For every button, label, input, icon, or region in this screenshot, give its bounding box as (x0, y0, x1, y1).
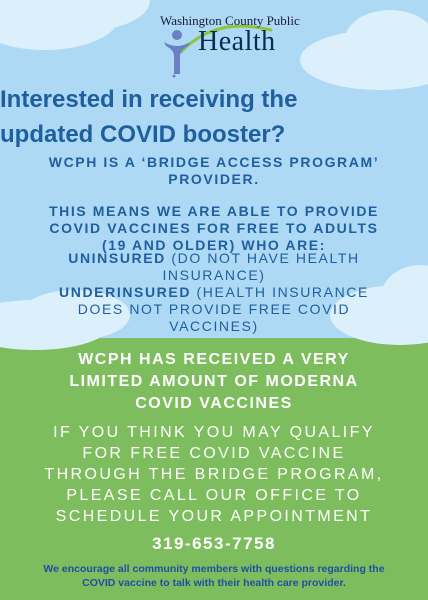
underinsured-description: VACCINES) (169, 318, 259, 334)
footer-line: We encourage all community members with questions regarding the (43, 563, 385, 575)
underinsured-criterion (24, 284, 404, 335)
callout-line: IF YOU THINK YOU MAY QUALIFY (53, 424, 375, 441)
underinsured-term: UNDERINSURED (59, 284, 192, 300)
footer-line: COVID vaccine to talk with their health care provider. (82, 577, 346, 589)
provider-line: WCPH IS A ‘BRIDGE ACCESS PROGRAM’ (48, 154, 380, 170)
callout-line: THROUGH THE BRIDGE PROGRAM, (44, 466, 384, 483)
provider-statement (24, 154, 404, 188)
uninsured-criterion (24, 250, 404, 284)
supply-line: COVID VACCINES (135, 395, 293, 412)
eligibility-line: (19 AND OLDER) WHO ARE: (102, 237, 326, 253)
person-icon (160, 28, 194, 78)
eligibility-statement (24, 203, 404, 254)
supply-line: LIMITED AMOUNT OF MODERNA (69, 373, 359, 390)
supply-line: WCPH HAS RECEIVED A VERY (78, 351, 350, 368)
eligibility-line: THIS MEANS WE ARE ABLE TO PROVIDE (49, 203, 379, 219)
supply-notice (20, 349, 408, 415)
logo-health-text: Health (198, 26, 276, 57)
health-department-logo (0, 0, 428, 84)
uninsured-description: INSURANCE) (162, 267, 266, 283)
uninsured-description: (DO NOT HAVE HEALTH (165, 250, 360, 266)
underinsured-description: (HEALTH INSURANCE (191, 284, 369, 300)
phone-number: 319-653-7758 (152, 534, 276, 553)
eligibility-line: COVID VACCINES FOR FREE TO ADULTS (49, 220, 379, 236)
headline-line: updated COVID booster? (0, 121, 286, 148)
callout-line: SCHEDULE YOUR APPOINTMENT (55, 508, 373, 525)
underinsured-description: DOES NOT PROVIDE FREE COVID (77, 301, 351, 317)
callout-line: FOR FREE COVID VACCINE (82, 445, 346, 462)
appointment-callout (20, 422, 408, 527)
uninsured-term: UNINSURED (68, 250, 166, 266)
callout-line: PLEASE CALL OUR OFFICE TO (66, 487, 362, 504)
provider-line: PROVIDER. (168, 171, 260, 187)
logo-organization-text: Washington County Public (160, 13, 300, 28)
headline (0, 82, 428, 152)
headline-line: Interested in receiving the (0, 86, 298, 113)
footer-note (10, 562, 418, 590)
